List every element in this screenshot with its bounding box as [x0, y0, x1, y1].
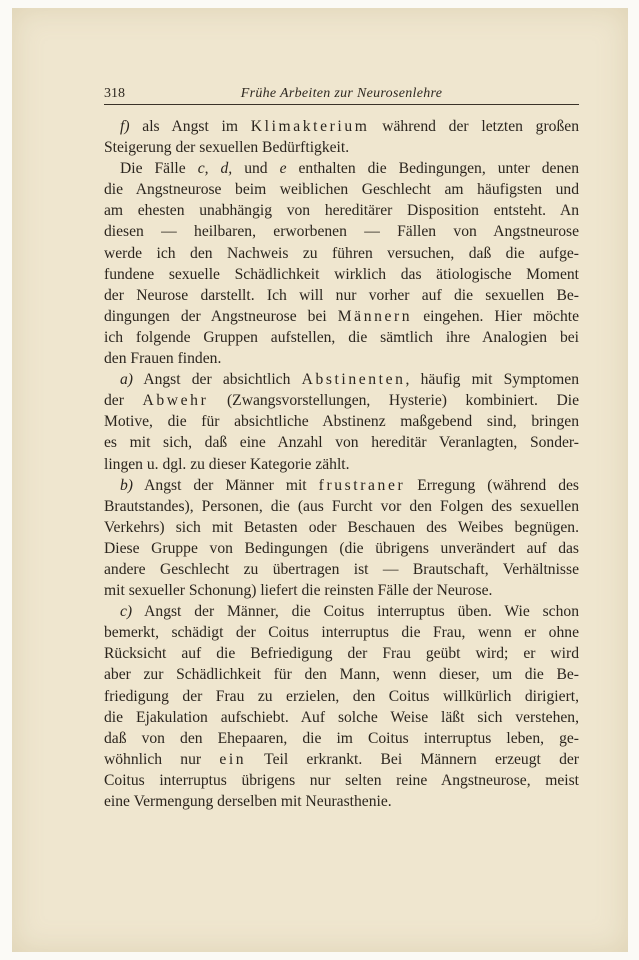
paragraph [104, 158, 579, 369]
text-line [104, 770, 579, 791]
text-line [104, 643, 579, 664]
text-segment: andere Geschlecht zu übertragen ist — Brautschaft, Verhältnisse [104, 560, 579, 578]
text-segment: Coitus interruptus übrigens nur selten reine Angstneurose, meist [104, 771, 579, 789]
text-line [104, 432, 579, 453]
text-line [104, 686, 579, 707]
italic-text: c) [120, 603, 133, 621]
text-segment: Teil erkrankt. Bei Männern erzeugt der [246, 750, 579, 768]
text-segment: (Zwangsvorstellungen, Hysterie) kombiniert. Die [208, 392, 579, 410]
text-line [104, 369, 579, 390]
text-segment: Angst der Männer mit [133, 476, 319, 494]
text-segment: , häufig mit Symptomen [405, 371, 579, 389]
text-segment: mit sexueller Schonung) liefert die reinsten Fälle der Neurose. [104, 582, 493, 600]
text-segment: bemerkt, schädigt der Coitus interruptus die Frau, wenn er ohne [104, 624, 579, 642]
text-line [104, 728, 579, 749]
spaced-emphasis: Klimakterium [250, 118, 370, 135]
running-header [104, 86, 579, 105]
text-segment: aber zur Schädlichkeit für den Mann, wenn dieser, um die Be- [104, 666, 579, 684]
spaced-emphasis: Abwehr [142, 392, 209, 410]
italic-text: f) [120, 118, 130, 135]
text-line [104, 243, 579, 264]
text-segment: Die Fälle [120, 160, 198, 178]
paragraph [104, 116, 579, 158]
text-segment: Erregung (während des [405, 476, 579, 494]
text-line [104, 749, 579, 770]
text-segment: diesen — heilbaren, erworbenen — Fällen von Angstneurose [104, 223, 579, 241]
text-line [104, 454, 579, 475]
paragraph [104, 601, 579, 812]
text-line [104, 475, 579, 496]
text-line [104, 327, 579, 348]
text-line [104, 221, 579, 242]
text-line [104, 496, 579, 517]
text-segment: fundene sexuelle Schädlichkeit wirklich das ätiologische Moment [104, 265, 579, 283]
italic-text: c, d, [197, 160, 233, 178]
text-segment: werde ich den Nachweis zu führen versuchen, daß die aufge- [104, 244, 579, 262]
text-segment: der Neurose darstellt. Ich will nur vorher auf die sexuellen Be- [104, 286, 579, 304]
text-line [104, 580, 579, 601]
text-segment: Angst der absichtlich [133, 371, 302, 389]
text-segment: am ehesten unabhängig von hereditärer Disposition entsteht. An [104, 202, 579, 220]
text-line [104, 517, 579, 538]
text-segment: Verkehrs) sich mit Betasten oder Beschauen des Weibes begnügen. [104, 518, 579, 536]
text-line [104, 601, 579, 622]
spaced-emphasis: ein [219, 750, 247, 768]
text-segment: den Frauen finden. [104, 350, 222, 368]
text-segment: als Angst im [129, 118, 251, 135]
text-line [104, 137, 579, 158]
text-line [104, 306, 579, 327]
text-line [104, 264, 579, 285]
text-line [104, 664, 579, 685]
paragraph [104, 475, 579, 602]
text-segment: die Angstneurose beim weiblichen Geschlecht am häufigsten und [104, 181, 579, 199]
text-segment: enthalten die Bedingungen, unter denen [286, 160, 579, 178]
text-segment: Angst der Männer, die Coitus interruptus üben. Wie schon [132, 603, 579, 621]
text-line [104, 707, 579, 728]
text-line [104, 179, 579, 200]
text-segment: die Ejakulation aufschiebt. Auf solche Weise läßt sich verstehen, [104, 708, 579, 726]
text-segment: friedigung der Frau zu erzielen, den Coitus willkürlich dirigiert, [104, 687, 579, 705]
spaced-emphasis: Abstinenten [301, 371, 406, 389]
text-segment: dingungen der Angstneurose bei [104, 307, 338, 325]
text-segment: Brautstandes), Personen, die (aus Furcht vor den Folgen des sexuellen [104, 497, 579, 515]
spaced-emphasis: Männern [337, 307, 413, 325]
text-segment: ich folgende Gruppen aufstellen, die sämtlich ihre Analogien bei [104, 328, 579, 346]
italic-text: b) [120, 476, 133, 494]
running-title: Frühe Arbeiten zur Neurosenlehre [240, 86, 443, 101]
text-line [104, 538, 579, 559]
italic-text: e [279, 160, 287, 178]
text-segment: lingen u. dgl. zu dieser Kategorie zählt. [104, 455, 350, 473]
text-segment: während der letzten großen [369, 118, 579, 135]
text-segment: es mit sich, daß eine Anzahl von hereditär Veranlagten, Sonder- [104, 434, 579, 452]
text-line [104, 791, 579, 812]
text-line [104, 348, 579, 369]
text-line [104, 622, 579, 643]
text-segment: der [104, 392, 143, 410]
spaced-emphasis: frustraner [318, 476, 406, 494]
text-segment: Rücksicht auf die Befriedigung der Frau geübt wird; er wird [104, 645, 579, 663]
text-line [104, 200, 579, 221]
text-segment: wöhnlich nur [104, 750, 220, 768]
text-line [104, 116, 579, 137]
text-line [104, 158, 579, 179]
italic-text: a) [120, 371, 133, 389]
page-number: 318 [104, 86, 125, 101]
text-line [104, 390, 579, 411]
text-line [104, 285, 579, 306]
text-line [104, 559, 579, 580]
text-segment: eingehen. Hier möchte [412, 307, 580, 325]
text-segment: Motive, die für absichtliche Abstinenz maßgebend sind, bringen [104, 413, 579, 431]
text-segment: und [232, 160, 280, 178]
paragraph [104, 369, 579, 474]
text-line [104, 411, 579, 432]
text-segment: daß von den Ehepaaren, die im Coitus interruptus leben, ge- [104, 729, 579, 747]
text-segment: Steigerung der sexuellen Bedürftigkeit. [104, 139, 350, 157]
text-segment: Diese Gruppe von Bedingungen (die übrigens unverändert auf das [104, 539, 579, 557]
text-segment: eine Vermengung derselben mit Neurasthenie. [104, 793, 392, 810]
body-text [104, 116, 579, 812]
